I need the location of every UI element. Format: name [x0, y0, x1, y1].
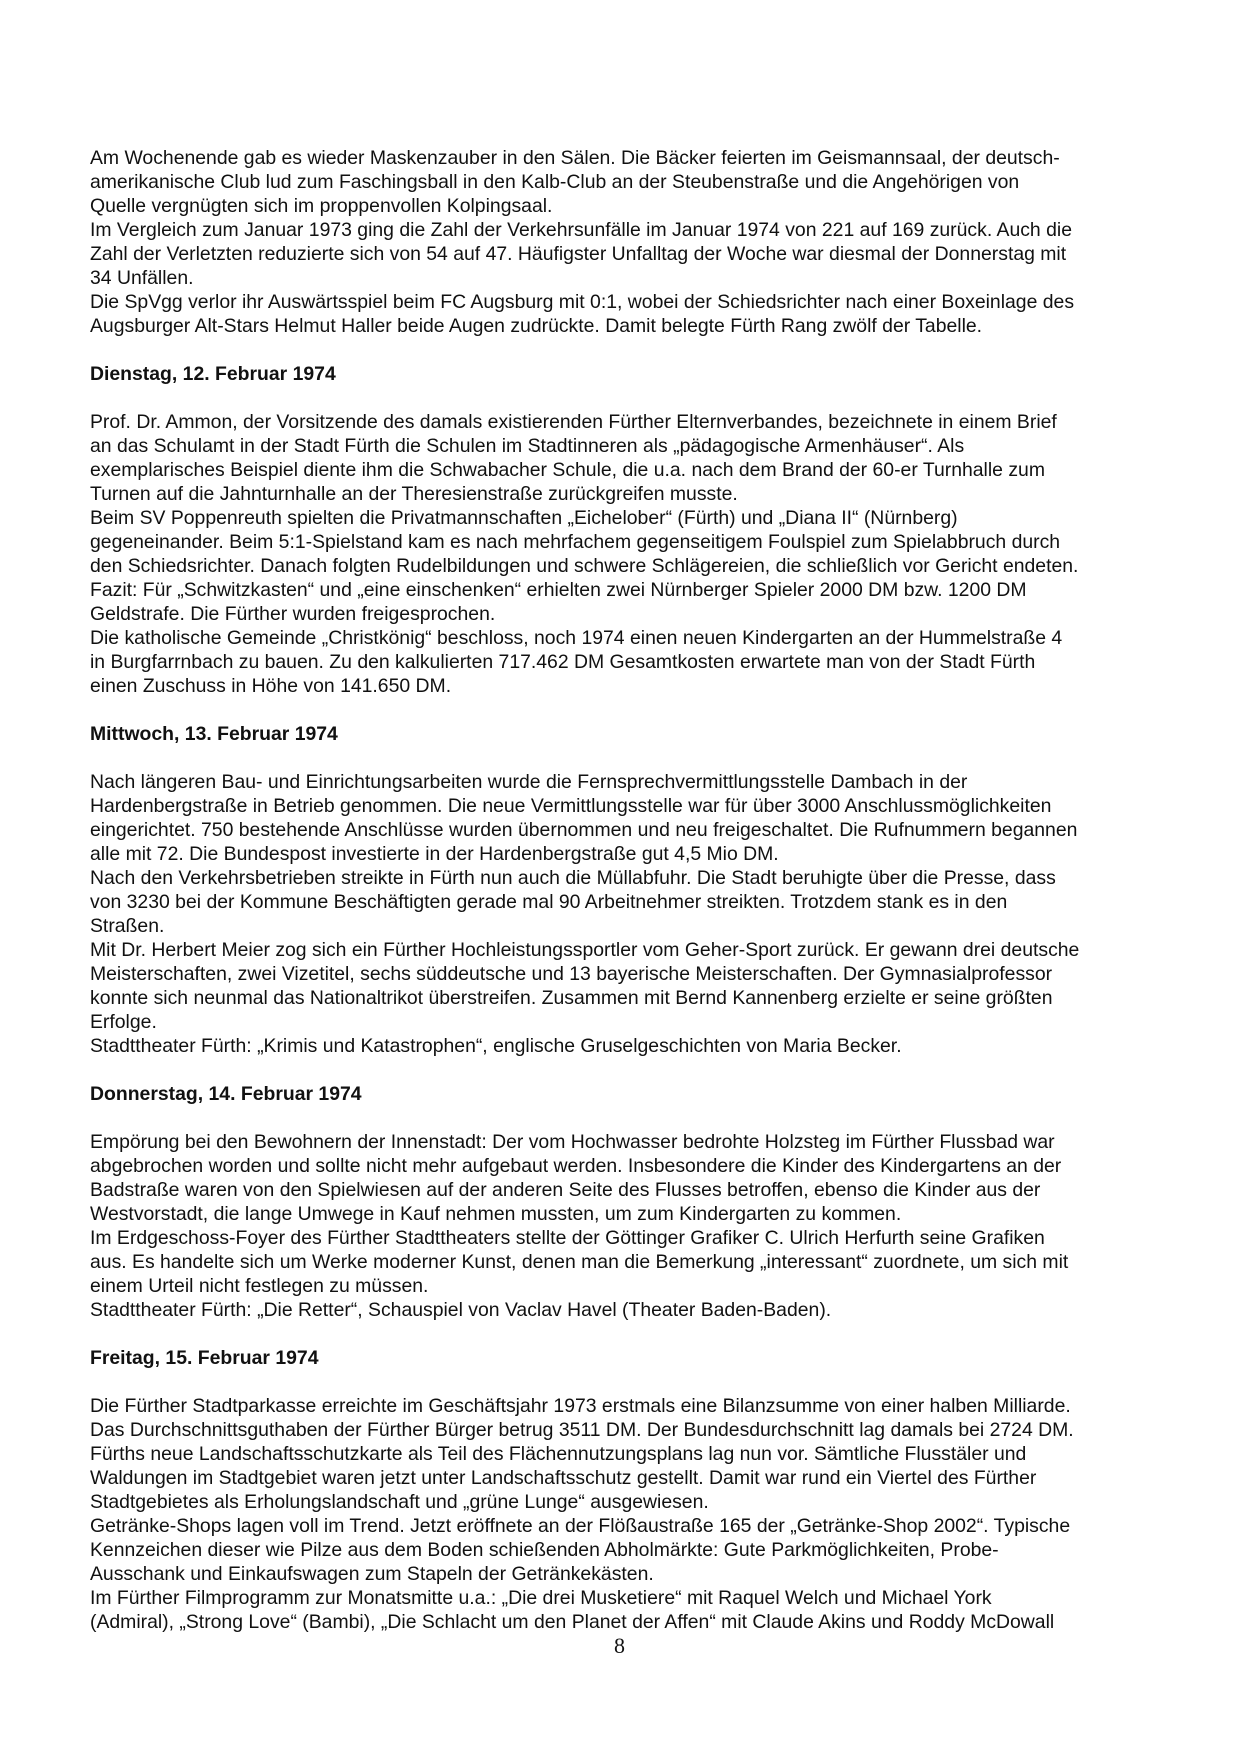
- paragraph-line: (Admiral), „Strong Love“ (Bambi), „Die Schlacht um den Planet der Affen“ mit Claude Akins und Roddy McDowall: [90, 1611, 1055, 1633]
- paragraph-line: Im Erdgeschoss-Foyer des Fürther Stadttheaters stellte der Göttinger Grafiker C. Ulrich Herfurth seine Grafiken: [90, 1227, 1045, 1249]
- spacer: [90, 1370, 1190, 1394]
- paragraph-line: einen Zuschuss in Höhe von 141.650 DM.: [90, 675, 452, 697]
- paragraph-line: Turnen auf die Jahnturnhalle an der Theresienstraße zurückgreifen musste.: [90, 483, 738, 505]
- spacer: [90, 746, 1190, 770]
- paragraph-line: Fürths neue Landschaftsschutzkarte als Teil des Flächennutzungsplans lag nun vor. Sämtliche Flusstäler und: [90, 1443, 1027, 1465]
- paragraph-line: Westvorstadt, die lange Umwege in Kauf nehmen mussten, um zum Kindergarten zu kommen.: [90, 1203, 902, 1225]
- paragraph-line: Ausschank und Einkaufswagen zum Stapeln der Getränkekästen.: [90, 1563, 654, 1585]
- spacer: [90, 386, 1190, 410]
- paragraph-line: Stadttheater Fürth: „Krimis und Katastrophen“, englische Gruselgeschichten von Maria Becker.: [90, 1035, 902, 1057]
- section-heading: Freitag, 15. Februar 1974: [90, 1347, 319, 1369]
- paragraph-line: den Schiedsrichter. Danach folgten Rudelbildungen und schwere Schlägereien, die schließlich vor Gericht endeten.: [90, 555, 1079, 577]
- paragraph-line: an das Schulamt in der Stadt Fürth die Schulen im Stadtinneren als „pädagogische Armenhäuser“. Als: [90, 435, 965, 457]
- paragraph-line: Stadtgebietes als Erholungslandschaft und „grüne Lunge“ ausgewiesen.: [90, 1491, 709, 1513]
- paragraph-line: Nach längeren Bau- und Einrichtungsarbeiten wurde die Fernsprechvermittlungsstelle Dambach in der: [90, 771, 968, 793]
- paragraph-line: Empörung bei den Bewohnern der Innenstadt: Der vom Hochwasser bedrohte Holzsteg im Fürther Flussbad war: [90, 1131, 1055, 1153]
- spacer: [90, 698, 1190, 722]
- paragraph-line: Nach den Verkehrsbetrieben streikte in Fürth nun auch die Müllabfuhr. Die Stadt beruhigte über die Presse, dass: [90, 867, 1056, 889]
- paragraph-line: amerikanische Club lud zum Faschingsball in den Kalb-Club an der Steubenstraße und die Angehörigen von: [90, 171, 1020, 193]
- section-heading: Donnerstag, 14. Februar 1974: [90, 1083, 362, 1105]
- paragraph-line: von 3230 bei der Kommune Beschäftigten gerade mal 90 Arbeitnehmer streikten. Trotzdem stank es in den: [90, 891, 1008, 913]
- paragraph-line: Prof. Dr. Ammon, der Vorsitzende des damals existierenden Fürther Elternverbandes, bezeichnete in einem Brief: [90, 411, 1057, 433]
- spacer: [90, 1322, 1190, 1346]
- spacer: [90, 338, 1190, 362]
- paragraph-line: Die katholische Gemeinde „Christkönig“ beschloss, noch 1974 einen neuen Kindergarten an der Hummelstraße 4: [90, 627, 1063, 649]
- paragraph-line: Augsburger Alt-Stars Helmut Haller beide Augen zudrückte. Damit belegte Fürth Rang zwölf der Tabelle.: [90, 315, 983, 337]
- paragraph-line: Kennzeichen dieser wie Pilze aus dem Boden schießenden Abholmärkte: Gute Parkmöglichkeiten, Probe-: [90, 1539, 999, 1561]
- section-heading: Dienstag, 12. Februar 1974: [90, 363, 336, 385]
- paragraph-line: Die Fürther Stadtparkasse erreichte im Geschäftsjahr 1973 erstmals eine Bilanzsumme von einer halben Milliarde.: [90, 1395, 1071, 1417]
- paragraph-line: in Burgfarrnbach zu bauen. Zu den kalkulierten 717.462 DM Gesamtkosten erwartete man von der Stadt Fürth: [90, 651, 1036, 673]
- paragraph-line: eingerichtet. 750 bestehende Anschlüsse wurden übernommen und neu freigeschaltet. Die Rufnummern begannen: [90, 819, 1078, 841]
- paragraph-line: Quelle vergnügten sich im proppenvollen Kolpingsaal.: [90, 195, 553, 217]
- paragraph-line: Am Wochenende gab es wieder Maskenzauber in den Sälen. Die Bäcker feierten im Geismannsaal, der deutsch-: [90, 147, 1060, 169]
- paragraph-line: Im Fürther Filmprogramm zur Monatsmitte u.a.: „Die drei Musketiere“ mit Raquel Welch und Michael York: [90, 1587, 992, 1609]
- section-heading: Mittwoch, 13. Februar 1974: [90, 723, 338, 745]
- paragraph-line: Die SpVgg verlor ihr Auswärtsspiel beim FC Augsburg mit 0:1, wobei der Schiedsrichter nach einer Boxeinlage des: [90, 291, 1075, 313]
- paragraph-line: 34 Unfällen.: [90, 267, 194, 289]
- paragraph-line: Im Vergleich zum Januar 1973 ging die Zahl der Verkehrsunfälle im Januar 1974 von 221 auf 169 zurück. Auch die: [90, 219, 1072, 241]
- paragraph-line: aus. Es handelte sich um Werke moderner Kunst, denen man die Bemerkung „interessant“ zuordnete, um sich mit: [90, 1251, 1069, 1273]
- document-body: [90, 146, 1190, 1634]
- paragraph-line: alle mit 72. Die Bundespost investierte in der Hardenbergstraße gut 4,5 Mio DM.: [90, 843, 779, 865]
- paragraph-line: Zahl der Verletzten reduzierte sich von 54 auf 47. Häufigster Unfalltag der Woche war diesmal der Donnerstag mit: [90, 243, 1067, 265]
- page-number: 8: [614, 1633, 625, 1658]
- paragraph-line: Straßen.: [90, 915, 165, 937]
- paragraph-line: Hardenbergstraße in Betrieb genommen. Die neue Vermittlungsstelle war für über 3000 Anschlussmöglichkeiten: [90, 795, 1052, 817]
- paragraph-line: Meisterschaften, zwei Vizetitel, sechs süddeutsche und 13 bayerische Meisterschaften. Der Gymnasialprofessor: [90, 963, 1053, 985]
- paragraph-line: Erfolge.: [90, 1011, 157, 1033]
- paragraph-line: Fazit: Für „Schwitzkasten“ und „eine einschenken“ erhielten zwei Nürnberger Spieler 2000 DM bzw. 1200 DM: [90, 579, 1027, 601]
- paragraph-line: exemplarisches Beispiel diente ihm die Schwabacher Schule, die u.a. nach dem Brand der 60-er Turnhalle zum: [90, 459, 1045, 481]
- paragraph-line: Waldungen im Stadtgebiet waren jetzt unter Landschaftsschutz gestellt. Damit war rund ein Viertel des Fürther: [90, 1467, 1037, 1489]
- paragraph-line: einem Urteil nicht festlegen zu müssen.: [90, 1275, 429, 1297]
- spacer: [90, 1058, 1190, 1082]
- paragraph-line: Mit Dr. Herbert Meier zog sich ein Fürther Hochleistungssportler vom Geher-Sport zurück. Er gewann drei deutsche: [90, 939, 1080, 961]
- paragraph-line: Beim SV Poppenreuth spielten die Privatmannschaften „Eichelober“ (Fürth) und „Diana II“ (Nürnberg): [90, 507, 958, 529]
- paragraph-line: Geldstrafe. Die Fürther wurden freigesprochen.: [90, 603, 496, 625]
- paragraph-line: Stadttheater Fürth: „Die Retter“, Schauspiel von Vaclav Havel (Theater Baden-Baden).: [90, 1299, 832, 1321]
- paragraph-line: Badstraße waren von den Spielwiesen auf der anderen Seite des Flusses betroffen, ebenso die Kinder aus der: [90, 1179, 1041, 1201]
- spacer: [90, 1106, 1190, 1130]
- paragraph-line: konnte sich neunmal das Nationaltrikot überstreifen. Zusammen mit Bernd Kannenberg erzielte er seine größten: [90, 987, 1053, 1009]
- paragraph-line: Das Durchschnittsguthaben der Fürther Bürger betrug 3511 DM. Der Bundesdurchschnitt lag damals bei 2724 DM.: [90, 1419, 1074, 1441]
- paragraph-line: Getränke-Shops lagen voll im Trend. Jetzt eröffnete an der Flößaustraße 165 der „Getränke-Shop 2002“. Typische: [90, 1515, 1071, 1537]
- paragraph-line: gegeneinander. Beim 5:1-Spielstand kam es nach mehrfachem gegenseitigem Foulspiel zum Spielabbruch durch: [90, 531, 1061, 553]
- paragraph-line: abgebrochen worden und sollte nicht mehr aufgebaut werden. Insbesondere die Kinder des Kindergartens an der: [90, 1155, 1062, 1177]
